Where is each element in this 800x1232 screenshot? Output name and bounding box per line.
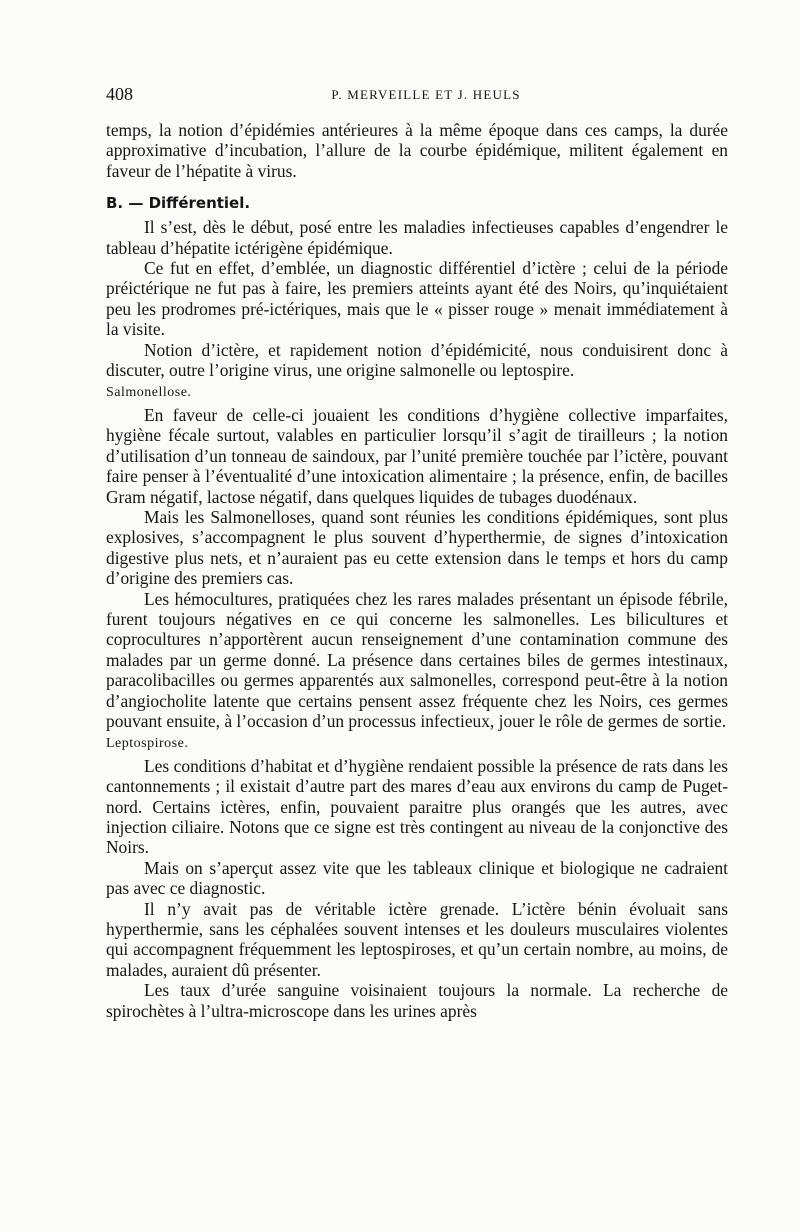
paragraph: Les taux d’urée sanguine voisinaient toujours la normale. La recherche de spirochètes à l’ultra-microscope dans les urines après: [106, 980, 728, 1021]
paragraph: Les conditions d’habitat et d’hygiène rendaient possible la présence de rats dans les cantonnements ; il existait d’autre part des mares d’eau aux environs du camp de Puget-nord. Certains ictères, enfin, pouvaient paraitre plus orangés que les autres, avec injection ciliaire. Notons que ce signe est très contingent au niveau de la conjonctive des Noirs.: [106, 755, 728, 858]
paragraph: Les hémocultures, pratiquées chez les rares malades présentant un épisode fébrile, furent toujours négatives en ce qui concerne les salmonelles. Les bilicultures et coprocultures n’apportèrent aucun renseignement d’une contamination commune des malades par un germe donné. La présence dans certaines biles de germes intestinaux, paracolibacilles ou germes apparentés aux salmonelles, correspond peut-être à la notion d’angiocholite latente que certains pensent assez fréquente chez les Noirs, ces germes pouvant ensuite, à l’occasion d’un processus infectieux, jouer le rôle de germes de sortie.: [106, 588, 728, 731]
paragraph: Ce fut en effet, d’emblée, un diagnostic différentiel d’ictère ; celui de la période préictérique ne fut pas à faire, les premiers atteints ayant été des Noirs, qu’inquiétaient peu les prodromes pré-ictériques, mais que le « pisser rouge » menait immédiatement à la visite.: [106, 258, 728, 340]
paragraph: Il s’est, dès le début, posé entre les maladies infectieuses capables d’engendrer le tableau d’hépatite ictérigène épidémique.: [106, 217, 728, 258]
paragraph: Mais on s’aperçut assez vite que les tableaux clinique et biologique ne cadraient pas avec ce diagnostic.: [106, 857, 728, 899]
subsection-heading-leptospirose: Leptospirose.: [106, 736, 189, 752]
paragraph: En faveur de celle-ci jouaient les conditions d’hygiène collective imparfaites, hygiène fécale surtout, valables en particulier lorsqu’il s’agit de tirailleurs ; la notion d’utilisation d’un tonneau de saindoux, par l’unité première touchée par l’ictère, pouvant faire penser à l’éventualité d’une intoxication alimentaire ; la présence, enfin, de bacilles Gram négatif, lactose négatif, dans quelques liquides de tubages duodénaux.: [106, 404, 728, 507]
subsection-heading-salmonellose: Salmonellose.: [106, 385, 192, 401]
page-number: 408: [106, 84, 133, 104]
paragraph-continuation: temps, la notion d’épidémies antérieures à la même époque dans ces camps, la durée approximative d’incubation, l’allure de la courbe épidémique, militent également en faveur de l’hépatite à virus.: [106, 120, 728, 181]
paragraph: Mais les Salmonelloses, quand sont réunies les conditions épidémiques, sont plus explosives, s’accompagnent le plus souvent d’hyperthermie, de signes d’intoxication digestive plus nets, et n’auraient pas eu cette extension dans le temps et hors du camp d’origine des premiers cas.: [106, 506, 728, 589]
paragraph: Il n’y avait pas de véritable ictère grenade. L’ictère bénin évoluait sans hyperthermie, sans les céphalées souvent intenses et les douleurs musculaires violentes qui accompagnent fréquemment les leptospiroses, et qu’un certain nombre, au moins, de malades, auraient dû présenter.: [106, 898, 728, 980]
body-text: [106, 120, 728, 1021]
running-header: [106, 84, 728, 108]
section-heading-differential: B. — Différentiel.: [106, 194, 251, 213]
paragraph: Notion d’ictère, et rapidement notion d’épidémicité, nous conduisirent donc à discuter, outre l’origine virus, une origine salmonelle ou leptospire.: [106, 339, 728, 381]
running-title: P. MERVEILLE ET J. HEULS: [331, 87, 521, 102]
